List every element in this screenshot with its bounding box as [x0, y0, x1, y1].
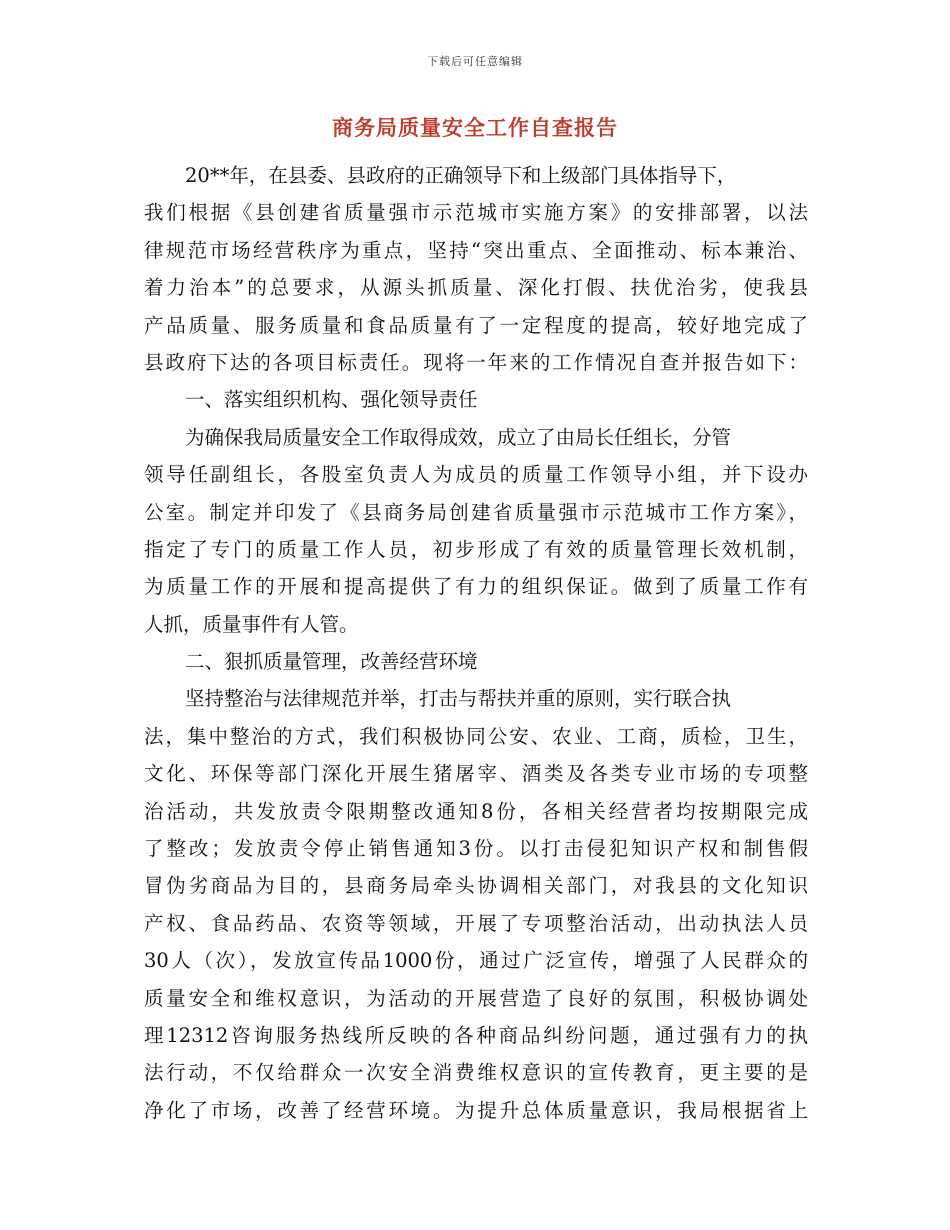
paragraph-line: 20**年，在县委、县政府的正确领导下和上级部门具体指导下，	[185, 164, 737, 187]
paragraph-line: 法行动，不仅给群众一次安全消费维权意识的宣传教育，更主要的是	[144, 1061, 808, 1085]
paragraph-line: 冒伪劣商品为目的，县商务局牵头协调相关部门，对我县的文化知识	[144, 874, 808, 898]
paragraph-line: 着力治本”的总要求，从源头抓质量、深化打假、扶优治劣，使我县	[144, 276, 808, 300]
document-body	[144, 157, 808, 1129]
document-title: 商务局质量安全工作自查报告	[332, 115, 618, 140]
paragraph-line: 法，集中整治的方式，我们积极协同公安、农业、工商，质检，卫生，	[144, 724, 808, 748]
paragraph-line: 30人（次），发放宣传品1000份，通过广泛宣传，增强了人民群众的	[144, 949, 808, 973]
paragraph-line: 净化了市场，改善了经营环境。为提升总体质量意识，我局根据省上	[144, 1098, 808, 1122]
paragraph-line: 为质量工作的开展和提高提供了有力的组织保证。做到了质量工作有	[144, 575, 808, 599]
paragraph-line: 文化、环保等部门深化开展生猪屠宰、酒类及各类专业市场的专项整	[144, 762, 808, 786]
paragraph-line: 律规范市场经营秩序为重点，坚持“突出重点、全面推动、标本兼治、	[144, 238, 808, 262]
paragraph-line: 指定了专门的质量工作人员，初步形成了有效的质量管理长效机制，	[144, 537, 808, 561]
page-header-note: 下载后可任意编辑	[427, 55, 523, 68]
paragraph-line: 产权、食品药品、农资等领域，开展了专项整治活动，出动执法人员	[144, 911, 808, 935]
paragraph-line: 人抓，质量事件有人管。	[144, 612, 359, 636]
paragraph-line: 坚持整治与法律规范并举，打击与帮扶并重的原则，实行联合执	[185, 687, 732, 711]
paragraph-line: 公室。制定并印发了《县商务局创建省质量强市示范城市工作方案》，	[144, 500, 808, 524]
paragraph-line: 县政府下达的各项目标责任。现将一年来的工作情况自查并报告如下：	[144, 350, 808, 374]
paragraph-line: 了整改；发放责令停止销售通知3份。以打击侵犯知识产权和制售假	[144, 837, 808, 861]
paragraph-line: 质量安全和维权意识，为活动的开展营造了良好的氛围，积极协调处	[144, 986, 808, 1010]
paragraph-line: 我们根据《县创建省质量强市示范城市实施方案》的安排部署，以法	[144, 201, 808, 225]
section-heading: 二、狠抓质量管理，改善经营环境	[185, 650, 478, 674]
paragraph-line: 治活动，共发放责令限期整改通知8份，各相关经营者均按期限完成	[144, 799, 808, 823]
paragraph-line: 领导任副组长，各股室负责人为成员的质量工作领导小组，并下设办	[144, 463, 808, 487]
section-heading: 一、落实组织机构、强化领导责任	[185, 388, 478, 412]
paragraph-line: 为确保我局质量安全工作取得成效，成立了由局长任组长，分管	[185, 425, 732, 449]
paragraph-line: 产品质量、服务质量和食品质量有了一定程度的提高，较好地完成了	[144, 313, 808, 337]
paragraph-line: 理12312咨询服务热线所反映的各种商品纠纷问题，通过强有力的执	[144, 1023, 808, 1047]
